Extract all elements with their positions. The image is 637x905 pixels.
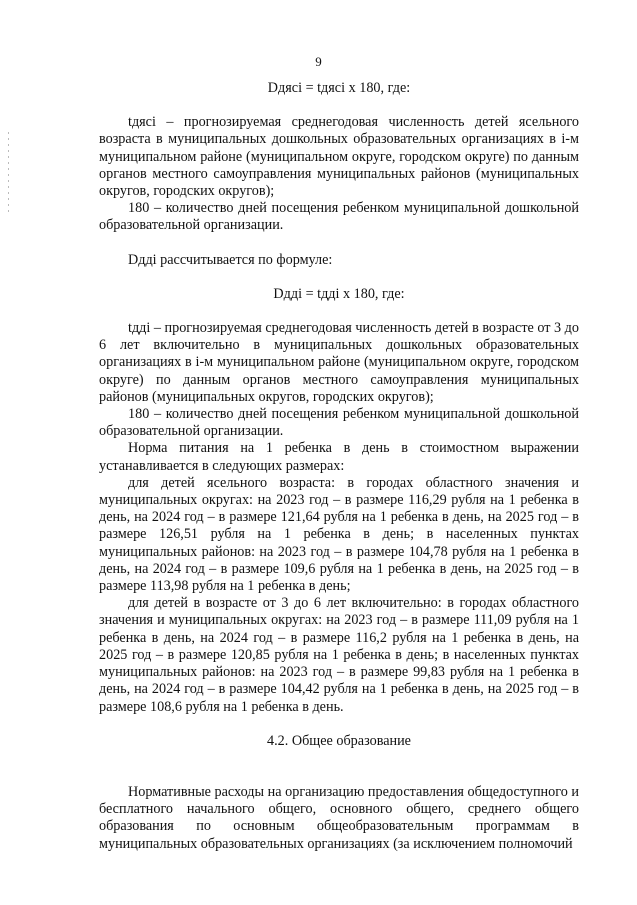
paragraph: Норма питания на 1 ребенка в день в стоимостном выражении устанавливается в следующих размерах:: [99, 440, 579, 474]
paragraph: tддi – прогнозируемая среднегодовая численность детей в возрасте от 3 до 6 лет включительно в муниципальных дошкольных образовательных организациях в i-м муниципальном районе (муниципальном округе, городском округе) по данным органов местного самоуправления муниципальных районов (муниципальных округов, городских округов);: [99, 320, 579, 405]
section-heading: 4.2. Общее образование: [267, 732, 411, 749]
scan-artifact: [8, 132, 9, 212]
spacer: [99, 750, 579, 767]
spacer: [99, 97, 579, 114]
spacer: [99, 767, 579, 784]
document-body: [99, 80, 579, 853]
formula: Dдясi = tдясi х 180, где:: [267, 80, 411, 96]
paragraph: Dддi рассчитывается по формуле:: [128, 251, 333, 268]
spacer: [99, 235, 579, 252]
paragraph: 180 – количество дней посещения ребенком муниципальной дошкольной образовательной организации.: [99, 406, 579, 440]
paragraph: для детей в возрасте от 3 до 6 лет включительно: в городах областного значения и муниципальных округах: на 2023 год – в размере 111,09 рубля на 1 ребенка в день, на 2024 год – в размере 116,2 рубля на 1 ребенка в день, на 2025 год – в размере 120,85 рубля на 1 ребенка в день; в населенных пунктах муниципальных районов: на 2023 год – в размере 99,83 рубля на 1 ребенка в день, на 2024 год – в размере 104,42 рубля на 1 ребенка в день, на 2025 год – в размере 108,6 рубля на 1 ребенка в день.: [99, 595, 579, 715]
spacer: [99, 269, 579, 286]
paragraph: для детей ясельного возраста: в городах областного значения и муниципальных округах: на 2023 год – в размере 116,29 рубля на 1 ребенка в день, на 2024 год – в размере 121,64 рубля на 1 ребенка в день, на 2025 год – в размере 126,51 рубля на 1 ребенка в день; в населенных пунктах муниципальных районов: на 2023 год – в размере 104,78 рубля на 1 ребенка в день, на 2024 год – в размере 109,6 рубля на 1 ребенка в день, на 2025 год – в размере 113,98 рубля на 1 ребенка в день;: [99, 474, 579, 595]
formula: Dддi = tддi х 180, где:: [273, 285, 405, 302]
spacer: [99, 303, 579, 320]
spacer: [99, 716, 579, 733]
paragraph: 180 – количество дней посещения ребенком муниципальной дошкольной образовательной организации.: [99, 200, 579, 234]
page-number: 9: [315, 54, 322, 69]
paragraph: tдясi – прогнозируемая среднегодовая численность детей ясельного возраста в муниципальных дошкольных образовательных организациях в i-м муниципальном районе (муниципальном округе, городском округе) по данным органов местного самоуправления муниципальных районов (муниципальных округов, городских округов);: [99, 114, 579, 200]
paragraph: Нормативные расходы на организацию предоставления общедоступного и бесплатного начального общего, основного общего, среднего общего образования по основным общеобразовательным программам в муниципальных образовательных организациях (за исключением полномочий: [99, 783, 579, 852]
